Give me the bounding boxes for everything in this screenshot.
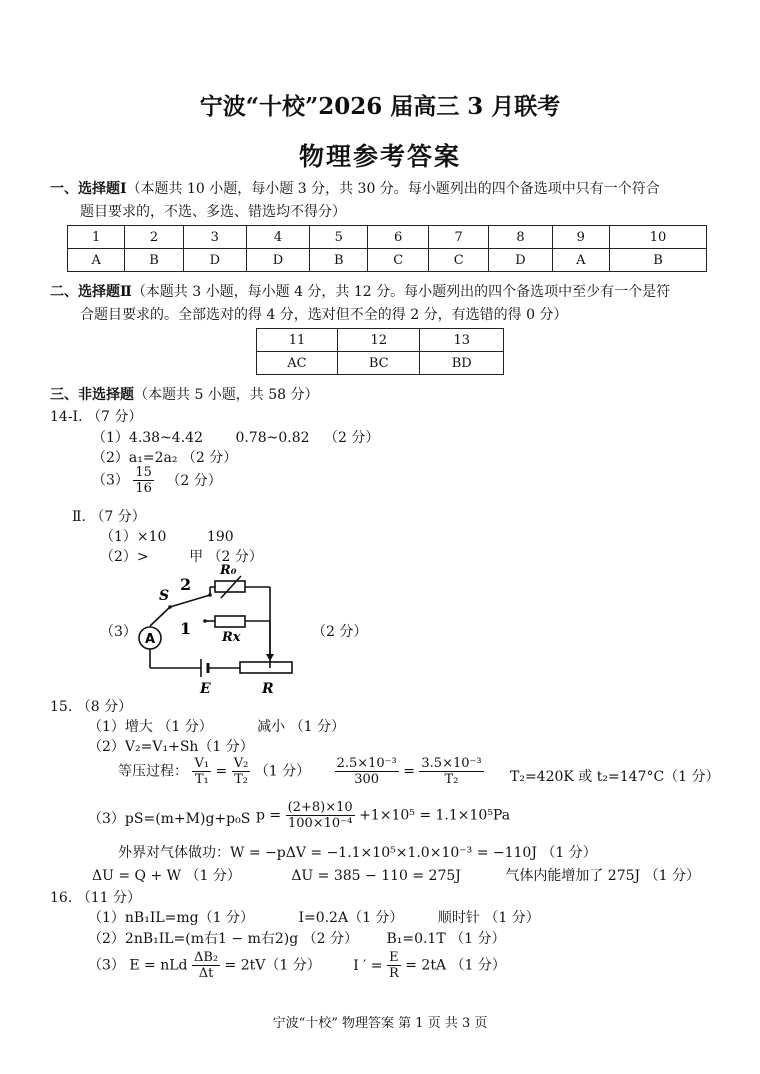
part1-heading-line bbox=[50, 178, 660, 198]
q14-line1 bbox=[92, 427, 379, 447]
q14-1-answer-b: 0.78~0.82 bbox=[235, 430, 310, 446]
q16-line3 bbox=[88, 950, 506, 981]
q16-header bbox=[50, 887, 141, 907]
fraction-denominator: T₂ bbox=[234, 772, 248, 787]
q15-energy-result: 气体内能增加了 275J （1 分） bbox=[505, 868, 700, 884]
q15-energy-eq: ΔU = Q + W （1 分） bbox=[92, 868, 241, 884]
fraction-denominator: R bbox=[388, 966, 399, 981]
table-row bbox=[257, 352, 504, 375]
resistor-r0 bbox=[215, 581, 245, 592]
part3-heading: 三、非选择题 bbox=[50, 387, 134, 403]
question-number-cell: 10 bbox=[609, 226, 706, 249]
answer-cell: C bbox=[368, 249, 429, 272]
q15-2-result: T₂=420K 或 t₂=147°C（1 分） bbox=[510, 769, 720, 785]
fraction-numerator: V₁ bbox=[194, 756, 210, 771]
answer-cell: BC bbox=[337, 352, 420, 375]
question-number-cell: 7 bbox=[428, 226, 489, 249]
fraction bbox=[335, 756, 399, 787]
part1-answer-table bbox=[67, 225, 707, 272]
q16-label: 16. bbox=[50, 890, 73, 906]
page-footer: 宁波“十校” 物理答案 第 1 页 共 3 页 bbox=[272, 1016, 488, 1031]
page-subtitle: 物理参考答案 bbox=[298, 142, 461, 171]
q15-line2b: 等压过程： $\frac{\text{V₁}}{\text{T₁}}$ = $\frac{\text{V₂}}{\text{T₂}}$ （1 分） $\frac{\text{2.5×10⁻³}}{300}$ = $\frac{\text{3.5×10⁻³}}{\text{T₂}}$ bbox=[118, 756, 482, 787]
q14-ii-2-answer-b: 甲 （2 分） bbox=[189, 549, 263, 565]
answer-cell: B bbox=[310, 249, 368, 272]
part1-desc2: 题目要求的，不选、多选、错选均不得分） bbox=[80, 204, 346, 220]
q15-2-score: （1 分） bbox=[254, 763, 311, 780]
question-number-cell: 3 bbox=[183, 226, 246, 249]
part1-desc1: （本题共 10 小题，每小题 3 分，共 30 分。每小题列出的四个备选项中只有一个符合 bbox=[126, 181, 660, 197]
q14-label: 14-I. bbox=[50, 409, 83, 425]
q15-line5 bbox=[92, 865, 700, 885]
rx-label: Rx bbox=[222, 630, 241, 645]
q14-ii-label: Ⅱ. bbox=[72, 509, 86, 525]
q15-energy-calc: ΔU = 385 − 110 = 275J bbox=[291, 868, 461, 884]
answer-cell: A bbox=[552, 249, 609, 272]
q14-1-score: （2 分） bbox=[323, 430, 380, 446]
fraction-numerator: V₂ bbox=[233, 756, 249, 771]
answer-cell: A bbox=[68, 249, 125, 272]
table-row bbox=[68, 226, 707, 249]
q16-1-answer-b: I=0.2A（1 分） bbox=[298, 910, 404, 926]
fraction-numerator: E bbox=[387, 950, 401, 966]
q16-3-current-label: I ′ = bbox=[353, 957, 383, 974]
q16-score: （11 分） bbox=[76, 890, 141, 906]
q14-score: （7 分） bbox=[86, 409, 143, 425]
fraction bbox=[387, 950, 401, 981]
part3-desc: （本题共 5 小题，共 58 分） bbox=[134, 387, 319, 403]
q15-1-answer: （1）增大 （1 分） bbox=[88, 719, 213, 735]
q15-line3b bbox=[256, 800, 510, 831]
question-number-cell: 13 bbox=[420, 329, 504, 352]
fraction bbox=[232, 756, 251, 787]
rheostat-r bbox=[240, 662, 292, 673]
q16-line2 bbox=[88, 928, 505, 948]
fraction-numerator: 2.5×10⁻³ bbox=[336, 756, 397, 771]
q14-1-answer: （1）4.38~4.42 bbox=[92, 430, 203, 446]
q15-isobaric-label: 等压过程： bbox=[118, 763, 188, 780]
switch-pos-1-label: 1 bbox=[180, 619, 192, 638]
q14-ii-3-score: （2 分） bbox=[312, 624, 368, 640]
q16-line1 bbox=[88, 907, 540, 927]
q16-3-emf-result: = 2tV（1 分） bbox=[224, 957, 321, 974]
circuit-diagram bbox=[125, 558, 310, 698]
q15-score: （8 分） bbox=[76, 699, 133, 715]
part1-heading: 一、选择题Ⅰ bbox=[50, 181, 127, 197]
q16-1-answer-c: 顺时针 （1 分） bbox=[437, 910, 540, 926]
part2-answer-table bbox=[256, 328, 504, 375]
switch-blade bbox=[170, 595, 210, 607]
q15-1-answer-b: 减小 （1 分） bbox=[257, 719, 345, 735]
question-number-cell: 2 bbox=[125, 226, 183, 249]
part2-heading-line bbox=[50, 281, 670, 301]
fraction-numerator: (2+8)×10 bbox=[287, 800, 353, 815]
q16-3-emf: （3） E = nLd bbox=[88, 957, 188, 974]
switch-pos-2-label: 2 bbox=[180, 575, 192, 594]
q14-3-score: （2 分） bbox=[166, 472, 222, 489]
switch-label: S bbox=[159, 588, 170, 604]
part2-desc1: （本题共 3 小题，每小题 4 分，共 12 分。每小题列出的四个备选项中至少有一个是符 bbox=[131, 284, 671, 300]
page-title: 宁波“十校”2026 届高三 3 月联考 bbox=[199, 93, 561, 120]
q15-header bbox=[50, 696, 132, 716]
fraction-denominator: Δt bbox=[198, 966, 214, 981]
q16-2-answer: （2）2nB₁IL=(m右1 − m右2)g （2 分） bbox=[88, 931, 358, 947]
q14-ii-header bbox=[72, 506, 146, 526]
q15-pressure-label: p = bbox=[256, 807, 282, 824]
part2-desc2: 合题目要求的。全部选对的得 4 分，选对但不全的得 2 分，有选错的得 0 分） bbox=[80, 307, 568, 323]
q15-line4: 外界对气体做功：W = −pΔV = −1.1×10⁵×1.0×10⁻³ = −110J （1 分） bbox=[118, 845, 597, 861]
table-row bbox=[68, 249, 707, 272]
fraction-numerator: ΔB₂ bbox=[193, 950, 219, 965]
answer-cell: B bbox=[609, 249, 706, 272]
q15-label: 15. bbox=[50, 699, 73, 715]
question-number-cell: 9 bbox=[552, 226, 609, 249]
q15-pressure-result: +1×10⁵ = 1.1×10⁵Pa bbox=[359, 807, 511, 824]
question-number-cell: 5 bbox=[310, 226, 368, 249]
q14-ii-score: （7 分） bbox=[90, 509, 146, 525]
question-number-cell: 4 bbox=[246, 226, 309, 249]
rheostat-label: R bbox=[262, 681, 274, 697]
answer-cell: D bbox=[489, 249, 552, 272]
q16-3-current-result: = 2tA （1 分） bbox=[405, 957, 506, 974]
q14-ii-3-label: （3） bbox=[100, 624, 137, 640]
q14-3-label: （3） bbox=[92, 472, 129, 489]
question-number-cell: 12 bbox=[337, 329, 420, 352]
ammeter-label: A bbox=[145, 632, 156, 647]
rheostat-arrow bbox=[221, 576, 241, 598]
fraction bbox=[192, 756, 211, 787]
answer-cell: AC bbox=[257, 352, 338, 375]
q15-line2: （2）V₂=V₁+Sh（1 分） bbox=[88, 739, 254, 755]
q14-header bbox=[50, 406, 142, 426]
table-row bbox=[257, 329, 504, 352]
question-number-cell: 6 bbox=[368, 226, 429, 249]
fraction-numerator: 15 bbox=[135, 465, 152, 480]
q14-ii-1-answer-b: 190 bbox=[206, 529, 234, 545]
q14-ii-1-answer: （1）×10 bbox=[100, 529, 167, 545]
q14-line3 bbox=[92, 465, 222, 496]
fraction bbox=[192, 950, 220, 981]
q14-ii-2-answer: （2）> bbox=[100, 549, 149, 565]
part3-heading-line bbox=[50, 384, 319, 404]
battery-label: E bbox=[200, 681, 211, 697]
answer-cell: D bbox=[246, 249, 309, 272]
q16-1-answer: （1）nB₁IL=mg（1 分） bbox=[88, 910, 254, 926]
answer-cell: D bbox=[183, 249, 246, 272]
fraction-denominator: T₁ bbox=[194, 772, 209, 787]
fraction-denominator: T₂ bbox=[444, 772, 459, 787]
question-number-cell: 11 bbox=[257, 329, 338, 352]
fraction-denominator: 300 bbox=[354, 772, 380, 787]
q15-line1 bbox=[88, 716, 345, 736]
fraction bbox=[419, 756, 483, 787]
q14-ii-line1 bbox=[100, 526, 234, 546]
fraction-denominator: 16 bbox=[135, 481, 152, 496]
answer-cell: B bbox=[125, 249, 183, 272]
q14-line2: （2）a₁=2a₂ （2 分） bbox=[92, 450, 238, 466]
question-number-cell: 1 bbox=[68, 226, 125, 249]
fraction-denominator: 100×10⁻⁴ bbox=[287, 816, 353, 831]
part2-heading: 二、选择题Ⅱ bbox=[50, 284, 132, 300]
resistor-rx bbox=[215, 616, 245, 627]
fraction-numerator: 3.5×10⁻³ bbox=[421, 756, 482, 771]
answer-cell: BD bbox=[420, 352, 504, 375]
r0-label: R₀ bbox=[220, 563, 237, 578]
slider-arrow bbox=[266, 654, 274, 661]
fraction bbox=[286, 800, 355, 831]
question-number-cell: 8 bbox=[489, 226, 552, 249]
q16-2-answer-b: B₁=0.1T （1 分） bbox=[386, 931, 506, 947]
q15-line3a: （3）pS=(m+M)g+p₀S bbox=[88, 811, 251, 827]
q14-3-fraction bbox=[133, 465, 154, 496]
answer-cell: C bbox=[428, 249, 489, 272]
